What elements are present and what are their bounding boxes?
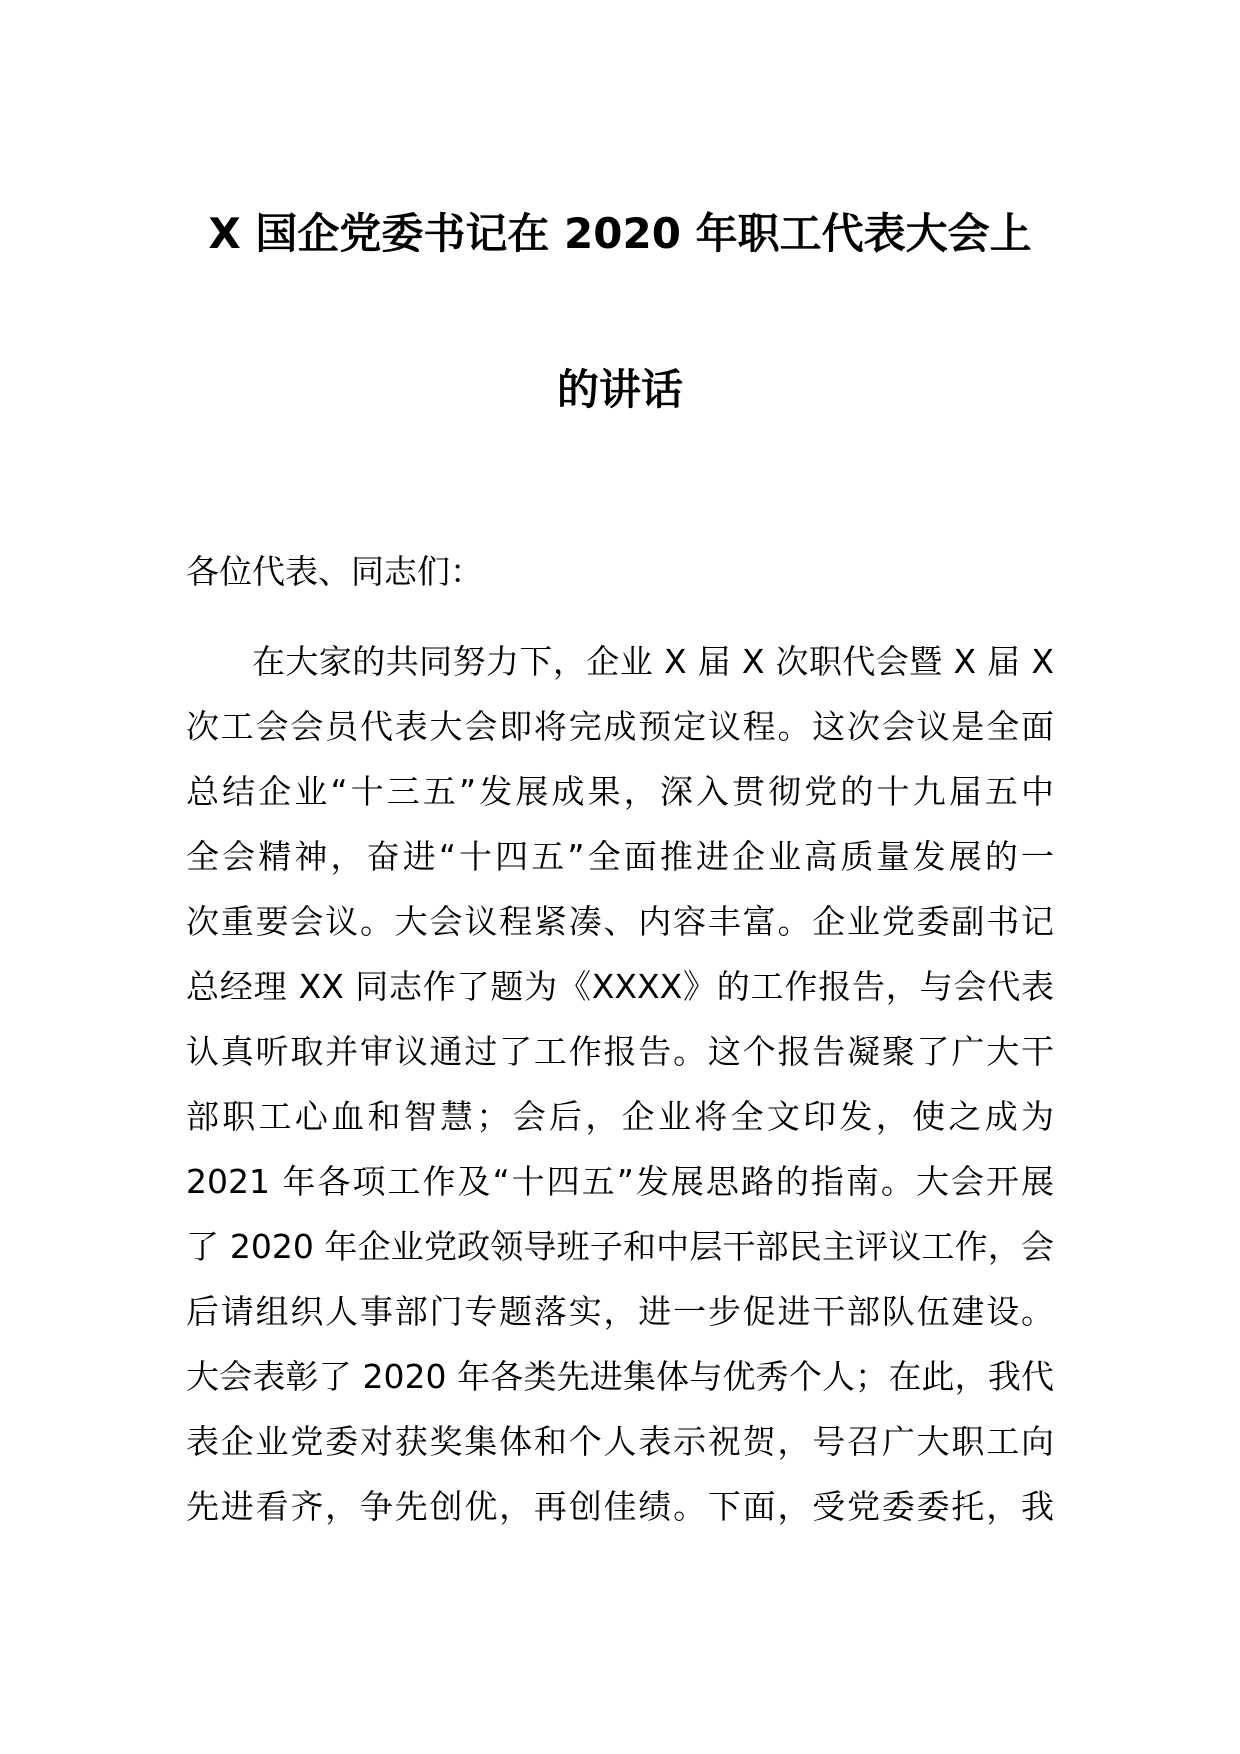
paragraph-line: 先进看齐，争先创优，再创佳绩。下面，受党委委托，我 [186, 1487, 1054, 1526]
paragraph-line: 在大家的共同努力下，企业 X 届 X 次职代会暨 X 届 X [252, 642, 1054, 681]
paragraph-line: 次工会会员代表大会即将完成预定议程。这次会议是全面 [186, 707, 1054, 746]
document-title-line-2: 的讲话 [556, 365, 683, 414]
body-paragraph [186, 640, 1054, 1550]
paragraph-line: 全会精神，奋进“十四五”全面推进企业高质量发展的一 [186, 837, 1054, 876]
paragraph-line: 了 2020 年企业党政领导班子和中层干部民主评议工作，会 [186, 1227, 1054, 1266]
paragraph-line: 大会表彰了 2020 年各类先进集体与优秀个人；在此，我代 [186, 1357, 1054, 1396]
paragraph-line: 2021 年各项工作及“十四五”发展思路的指南。大会开展 [186, 1162, 1054, 1201]
salutation: 各位代表、同志们： [186, 552, 483, 591]
paragraph-line: 表企业党委对获奖集体和个人表示祝贺，号召广大职工向 [186, 1422, 1054, 1461]
document-title-line-1: X 国企党委书记在 2020 年职工代表大会上 [208, 209, 1032, 258]
paragraph-line: 次重要会议。大会议程紧凑、内容丰富。企业党委副书记 [186, 902, 1054, 941]
paragraph-line: 认真听取并审议通过了工作报告。这个报告凝聚了广大干 [186, 1032, 1054, 1071]
paragraph-line: 总结企业“十三五”发展成果，深入贯彻党的十九届五中 [186, 772, 1054, 811]
paragraph-line: 部职工心血和智慧；会后，企业将全文印发，使之成为 [186, 1097, 1054, 1136]
paragraph-line: 后请组织人事部门专题落实，进一步促进干部队伍建设。 [186, 1292, 1054, 1331]
paragraph-line: 总经理 XX 同志作了题为《XXXX》的工作报告，与会代表 [186, 967, 1054, 1006]
